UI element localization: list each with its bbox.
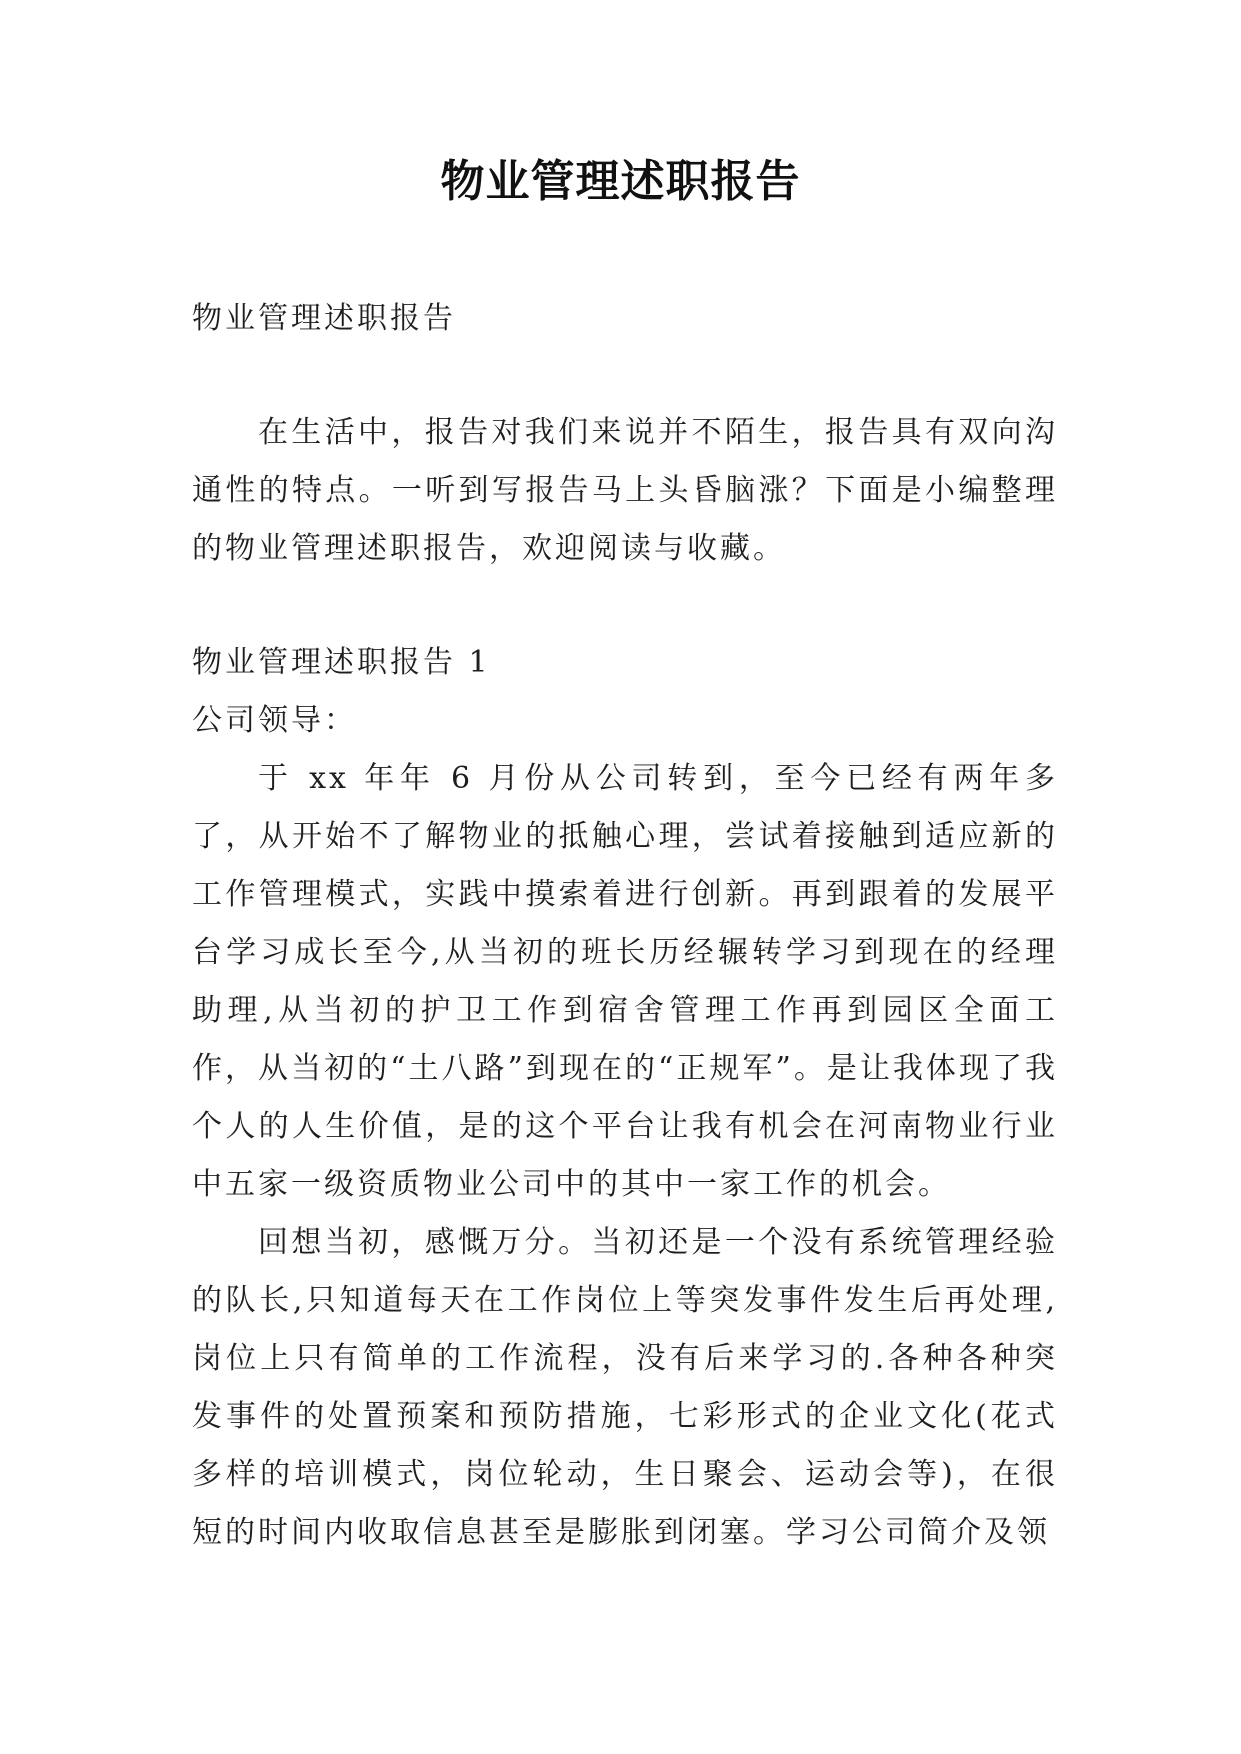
section-heading: 物业管理述职报告 1	[192, 645, 491, 680]
body-paragraph: 于 xx 年年 6 月份从公司转到，至今已经有两年多了，从开始不了解物业的抵触心理，尝试着接触到适应新的工作管理模式，实践中摸索着进行创新。再到跟着的发展平台学习成长至今,从当初的班长历经辗转学习到现在的经理助理,从当初的护卫工作到宿舍管理工作再到园区全面工作，从当初的“土八路”到现在的“正规军”。是让我体现了我个人的人生价值，是的这个平台让我有机会在河南物业行业中五家一级资质物业公司中的其中一家工作的机会。	[192, 761, 1058, 1202]
spacer	[192, 578, 1058, 634]
document-body	[192, 290, 1058, 1562]
document-subtitle: 物业管理述职报告	[192, 301, 456, 336]
intro-paragraph: 在生活中，报告对我们来说并不陌生，报告具有双向沟通性的特点。一听到写报告马上头昏脑涨？下面是小编整理的物业管理述职报告，欢迎阅读与收藏。	[192, 415, 1058, 566]
body-paragraph: 回想当初，感慨万分。当初还是一个没有系统管理经验的队长,只知道每天在工作岗位上等突发事件发生后再处理,岗位上只有简单的工作流程，没有后来学习的.各种各种突发事件的处置预案和预防措施，七彩形式的企业文化(花式多样的培训模式，岗位轮动，生日聚会、运动会等)，在很短的时间内收取信息甚至是膨胀到闭塞。学习公司简介及领	[192, 1225, 1058, 1550]
document-title: 物业管理述职报告	[440, 156, 801, 207]
spacer	[192, 348, 1058, 404]
salutation: 公司领导：	[192, 703, 357, 738]
